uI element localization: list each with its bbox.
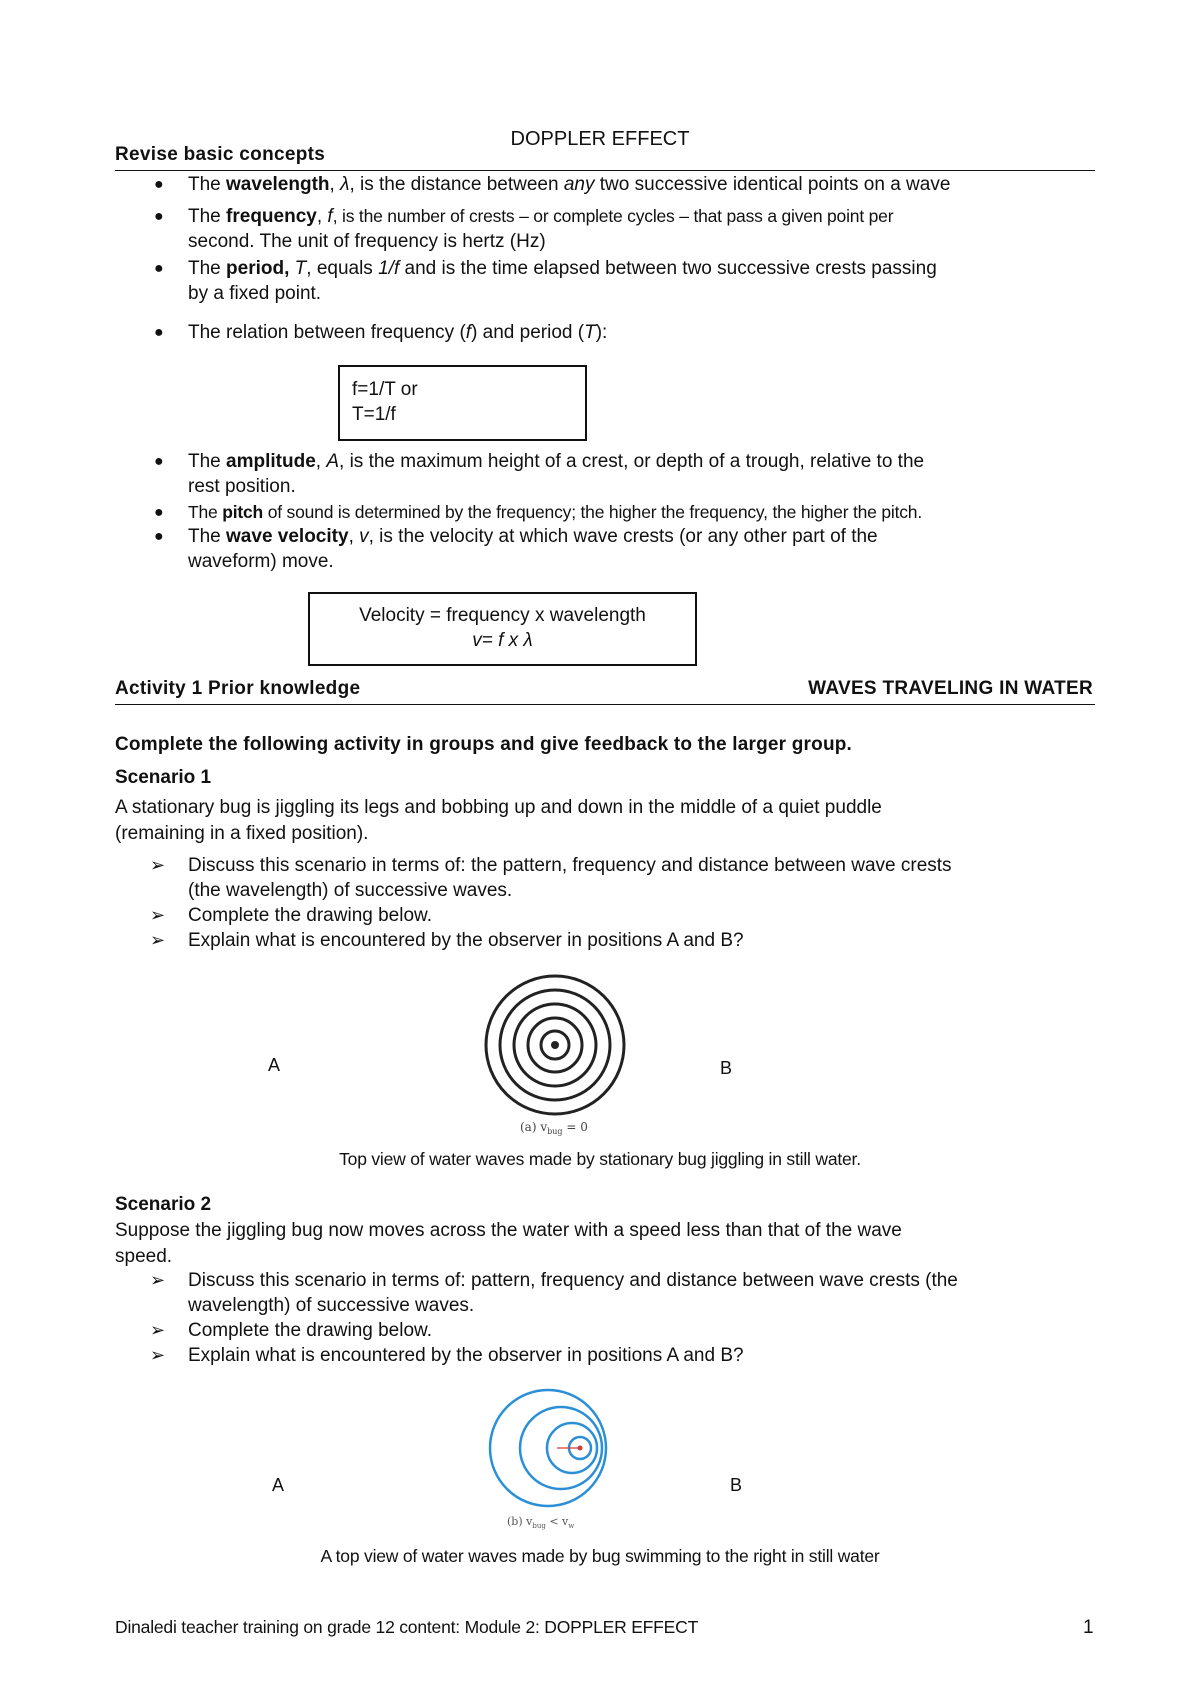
moving-ripples-figure [475,1385,625,1535]
arrow-bullet-icon: ➢ [150,1270,166,1290]
figure-1-caption: Top view of water waves made by stationary bug jiggling in still water. [339,1149,861,1169]
arrow-bullet-icon: ➢ [150,1320,166,1340]
figure-b-label: (b) $v_{bug} < v_w$ [507,1515,575,1530]
scenario1-text-2: (remaining in a fixed position). [115,823,369,844]
bug-dot [578,1446,583,1451]
bullet-dot-icon: ● [154,176,164,193]
arrow-bullet-icon: ➢ [150,1345,166,1365]
page-footer: Dinaledi teacher training on grade 12 content: Module 2: DOPPLER EFFECT [115,1617,699,1637]
scenario1-heading: Scenario 1 [115,767,212,788]
bullet-dot-icon: ● [154,453,164,470]
observer-a-label: A [268,1055,281,1075]
bullet-dot-icon: ● [154,528,164,545]
scenario1-text-1: A stationary bug is jiggling its legs and bobbing up and down in the middle of a quiet puddle [115,797,882,818]
arrow-bullet-icon: ➢ [150,930,166,950]
bullet-dot-icon: ● [154,324,164,341]
scenario2-heading: Scenario 2 [115,1194,212,1215]
document-page: DOPPLER EFFECT Revise basic concepts ● The wavelength, λ, is the distance between any two successive identical points on a wave ● The frequency, f, is the number of crests – or complete cycles – that pass a given point per second. The unit of frequency is hertz (Hz) ● The period, T, equals 1/f and is the time elapsed between two successive crests passing by a fixed point. ● The relation between frequency (f) and period (T): f=1/T or T=1/f ● The amplitude, A, is the maximum height of a crest, or depth of a trough, relative to the rest position. ● The pitch of sound is determined by the frequency; the higher the frequency, the higher the pitch. ● The wave velocity, v, is the velocity at which wave crests (or any other part of the waveform) move. Velocity = frequency x wavelength v= f x λ Activity 1 Prior knowledge WAVES TRAVELING IN WATER Complete the following activity in groups and give feedback to the larger group. Scenario 1 A stationary bug is jiggling its legs and bobbing up and down in the middle of a quiet puddle (remaining in a fixed position). ➢ Discuss this scenario in terms of: the pattern, frequency and distance between wave crests (the wavelength) of successive waves. ➢ Complete the drawing below. ➢ Explain what is encountered by the observer in positions A and B? (a) $v_{bug} = 0$ A B Top view of water waves made by stationary bug jiggling in still water. Scenario 2 Suppose the jiggling bug now moves across the water with a speed less than that of the wave speed. ➢ Discuss this scenario in terms of: pattern, frequency and distance between wave crests (the wavelength) of successive waves. ➢ Complete the drawing below. ➢ Explain what is encountered by the observer in positions A and B? (b) $v_{bug} < v_w$ A B A top view of water waves made by bug swimming to the right in still water Dinaledi teacher training on grade 12 content: Module 2: DOPPLER EFFECT 1 [0,0,1200,1698]
formula-box: f=1/T or T=1/f [338,365,587,441]
section-heading-revise: Revise basic concepts [115,144,1095,171]
arrow-bullet-icon: ➢ [150,905,166,925]
velocity-formula-box: Velocity = frequency x wavelength v= f x λ [308,592,697,666]
arrow-bullet-icon: ➢ [150,855,166,875]
bullet-dot-icon: ● [154,260,164,277]
stationary-ripples-figure [470,965,640,1140]
scenario2-text-2: speed. [115,1246,173,1267]
activity-heading: Activity 1 Prior knowledge WAVES TRAVELING IN WATER [115,678,1095,705]
bullet-dot-icon: ● [154,504,164,521]
observer-b-label: B [720,1058,733,1078]
scenario2-text-1: Suppose the jiggling bug now moves across the water with a speed less than that of the wave [115,1220,902,1241]
page-title: DOPPLER EFFECT [510,128,690,150]
page-number: 1 [1083,1617,1094,1638]
figure-a-label: (a) $v_{bug} = 0$ [520,1120,588,1136]
observer-b-label: B [730,1475,743,1495]
activity-instruction: Complete the following activity in groups and give feedback to the larger group. [115,734,853,755]
figure-2-caption: A top view of water waves made by bug swimming to the right in still water [320,1546,880,1566]
observer-a-label: A [272,1475,285,1495]
bullet-dot-icon: ● [154,208,164,225]
ripple-rings [490,1390,606,1506]
bug-dot [551,1041,559,1049]
